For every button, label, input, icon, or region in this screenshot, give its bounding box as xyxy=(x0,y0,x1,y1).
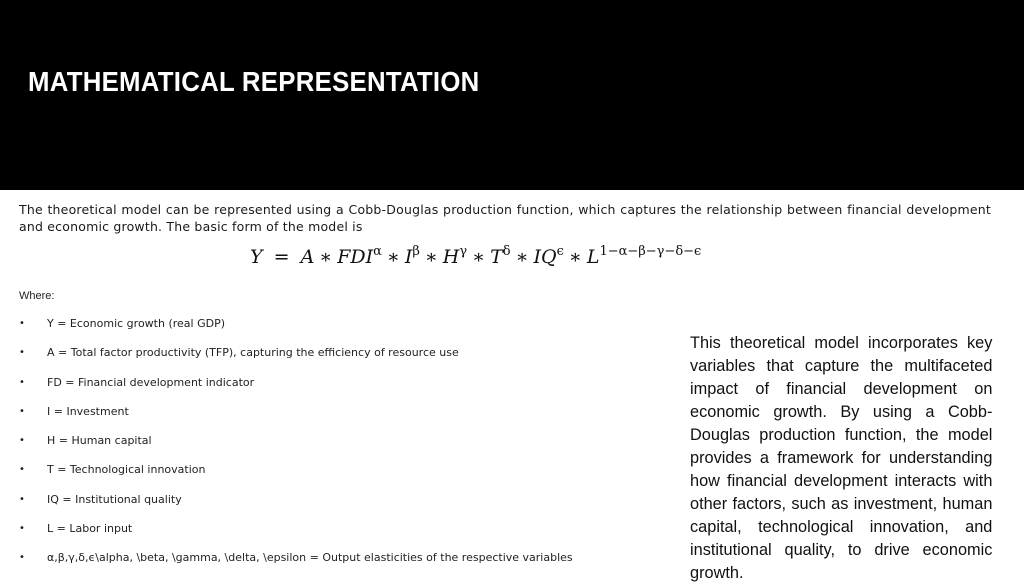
list-item xyxy=(19,514,639,543)
bullet-icon: • xyxy=(19,523,25,535)
formula-term-exponent: ϵ xyxy=(556,244,564,259)
formula-lhs: Y xyxy=(250,246,263,268)
formula-terms xyxy=(301,246,702,268)
formula-term-exponent: β xyxy=(412,244,420,259)
cobb-douglas-formula xyxy=(250,244,701,268)
variable-definitions-list xyxy=(19,309,639,573)
definition-text: IQ = Institutional quality xyxy=(47,492,182,506)
list-item xyxy=(19,426,639,455)
bullet-icon: • xyxy=(19,376,25,388)
definition-text: FD = Financial development indicator xyxy=(47,375,255,389)
bullet-icon: • xyxy=(19,464,25,476)
definition-text: A = Total factor productivity (TFP), capturing the efficiency of resource use xyxy=(47,346,459,360)
definition-text: I = Investment xyxy=(47,404,129,418)
title-banner xyxy=(0,0,1024,190)
formula-term-base: L xyxy=(586,246,600,268)
list-item xyxy=(19,338,639,367)
slide-title: MATHEMATICAL REPRESENTATION xyxy=(28,66,480,97)
list-item xyxy=(19,455,639,484)
formula-term-base: IQ xyxy=(533,246,557,268)
formula-term-base: H xyxy=(442,246,460,268)
definition-text: Y = Economic growth (real GDP) xyxy=(47,317,225,330)
list-item xyxy=(19,368,639,397)
formula-term-base: T xyxy=(490,246,503,268)
definition-text: L = Labor input xyxy=(47,522,133,536)
formula-term-exponent: δ xyxy=(502,244,511,259)
formula-operator: ∗ xyxy=(568,246,582,268)
bullet-icon: • xyxy=(19,318,25,329)
formula-operator: ∗ xyxy=(319,246,333,268)
list-item xyxy=(19,309,639,338)
where-label: Where: xyxy=(19,290,55,302)
formula-term-exponent: 1−α−β−γ−δ−ϵ xyxy=(599,244,702,259)
formula-term-exponent: α xyxy=(373,244,382,259)
formula-term-base: A xyxy=(300,246,315,268)
intro-paragraph: The theoretical model can be represented using a Cobb-Douglas production function, which captures the relationship between financial development and economic growth. The basic form of the model is xyxy=(19,202,991,234)
formula-operator: ∗ xyxy=(386,246,400,268)
bullet-icon: • xyxy=(19,552,25,564)
formula-operator: ∗ xyxy=(424,246,438,268)
formula-term-base: FDI xyxy=(337,246,374,268)
bullet-icon: • xyxy=(19,435,25,447)
formula-operator: ∗ xyxy=(472,246,486,268)
formula-operator: ∗ xyxy=(515,246,529,268)
definition-text: T = Technological innovation xyxy=(47,463,206,477)
formula-term-exponent: γ xyxy=(459,244,468,259)
bullet-icon: • xyxy=(19,347,25,359)
list-item xyxy=(19,543,639,572)
bullet-icon: • xyxy=(19,405,25,417)
definition-text: H = Human capital xyxy=(47,434,152,448)
definition-text: α,β,γ,δ,ϵ\alpha, \beta, \gamma, \delta, \epsilon = Output elasticities of the respective variables xyxy=(47,551,573,565)
formula-term-base: I xyxy=(404,246,413,268)
list-item xyxy=(19,485,639,514)
formula-equals: = xyxy=(273,246,290,268)
list-item xyxy=(19,397,639,426)
bullet-icon: • xyxy=(19,493,25,505)
model-summary-paragraph: This theoretical model incorporates key variables that capture the multifaceted impact of financial development on economic growth. By using a Cobb-Douglas production function, the model provides a framework for understanding how financial development interacts with other factors, such as investment, human capital, technological innovation, and institutional quality, to drive economic growth. xyxy=(690,333,993,582)
